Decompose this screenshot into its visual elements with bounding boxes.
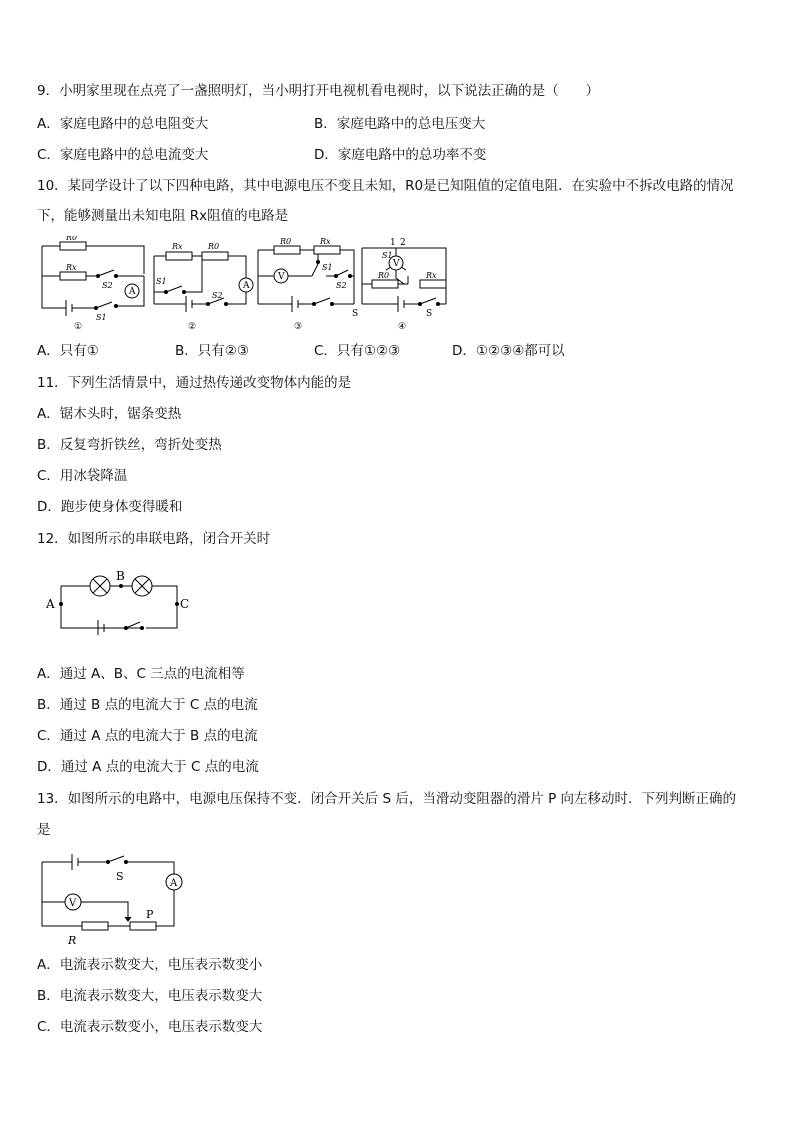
c1-label-r0: R0 (66, 236, 78, 242)
q10-option-b: B．只有②③ (175, 343, 249, 359)
circuit-4 (362, 248, 446, 312)
q10-option-a: A．只有① (37, 343, 99, 359)
q11-option-a: A．锯木头时，锯条变热 (37, 406, 182, 422)
c1-label-s1: S1 (96, 313, 107, 322)
c4-label-pos2: 2 (400, 238, 406, 248)
c3-label-s1: S1 (322, 263, 333, 272)
c2-label-s2: S2 (212, 291, 223, 300)
q12-label-c: C (180, 597, 190, 611)
c4-voltmeter-symbol: V (393, 259, 400, 269)
c3-voltmeter-symbol: V (278, 272, 285, 282)
q12-option-c: C．通过 A 点的电流大于 B 点的电流 (37, 728, 258, 744)
q13-label-r: R (68, 934, 77, 947)
q12-option-b: B．通过 B 点的电流大于 C 点的电流 (37, 697, 258, 713)
q12-stem: 12．如图所示的串联电路，闭合开关时 (37, 531, 271, 547)
q9-option-c: C．家庭电路中的总电流变大 (37, 147, 209, 163)
q10-circuit-figures (36, 236, 456, 332)
q9-option-d: D．家庭电路中的总功率不变 (314, 147, 487, 163)
q13-label-s: S (116, 870, 124, 883)
q13-option-b: B．电流表示数变大，电压表示数变大 (37, 988, 263, 1004)
q12-label-a: A (46, 597, 55, 611)
c4-label-r0: R0 (378, 271, 390, 280)
q13-circuit (36, 850, 186, 948)
c3-label-s2: S2 (336, 281, 347, 290)
q13-option-c: C．电流表示数变小，电压表示数变大 (37, 1019, 263, 1035)
q12-label-b: B (116, 570, 125, 583)
q10-option-c: C．只有①②③ (314, 343, 401, 359)
c1-label-rx: Rx (66, 263, 77, 272)
circuit-1 (42, 242, 144, 316)
c4-label-s1: S1 (382, 251, 393, 260)
q9-option-a: A．家庭电路中的总电阻变大 (37, 116, 209, 132)
q10-option-d: D．①②③④都可以 (452, 343, 565, 359)
circuit-3 (258, 246, 354, 312)
q11-option-c: C．用冰袋降温 (37, 468, 128, 484)
c3-label-r0: R0 (280, 237, 292, 246)
q10-stem-line1: 10．某同学设计了以下四种电路，其中电源电压不变且未知，R0是已知阻值的定值电阻．在实验中不拆改电路的情况 (37, 178, 734, 194)
fig-number-2: ② (188, 322, 197, 332)
c1-label-s2: S2 (102, 281, 113, 290)
q11-stem: 11．下列生活情景中，通过热传递改变物体内能的是 (37, 375, 352, 391)
q9-stem: 9．小明家里现在点亮了一盏照明灯，当小明打开电视机看电视时，以下说法正确的是（ ） (37, 83, 600, 99)
fig-number-1: ① (74, 322, 83, 332)
q13-stem-line2: 是 (37, 822, 51, 838)
fig-number-3: ③ (294, 322, 303, 332)
c3-label-rx: Rx (320, 237, 331, 246)
c2-label-r0: R0 (208, 242, 220, 251)
c4-label-rx: Rx (426, 271, 437, 280)
c3-label-s: S (352, 309, 359, 319)
q12-series-circuit (44, 570, 194, 635)
q13-stem-line1: 13．如图所示的电路中，电源电压保持不变．闭合开关后 S 后，当滑动变阻器的滑片 P 向左移动时．下列判断正确的 (37, 791, 737, 807)
q12-option-d: D．通过 A 点的电流大于 C 点的电流 (37, 759, 259, 775)
q9-option-b: B．家庭电路中的总电压变大 (314, 116, 486, 132)
c2-label-s1: S1 (156, 277, 167, 286)
c4-label-pos1: 1 (390, 238, 396, 248)
q13-voltmeter-symbol: V (69, 898, 77, 909)
c1-ammeter-symbol: A (129, 287, 136, 297)
circuit-2 (154, 252, 253, 312)
q10-stem-line2: 下，能够测量出未知电阻 Rx阻值的电路是 (37, 208, 289, 224)
q11-option-d: D．跑步使身体变得暖和 (37, 499, 183, 515)
fig-number-4: ④ (398, 322, 407, 332)
q13-option-a: A．电流表示数变大，电压表示数变小 (37, 957, 263, 973)
q11-option-b: B．反复弯折铁丝，弯折处变热 (37, 437, 222, 453)
c2-ammeter-symbol: A (243, 281, 250, 291)
q13-ammeter-symbol: A (170, 878, 178, 889)
q12-option-a: A．通过 A、B、C 三点的电流相等 (37, 666, 245, 682)
c4-label-s: S (426, 309, 433, 319)
q13-label-p: P (146, 908, 154, 921)
c2-label-rx: Rx (172, 242, 183, 251)
